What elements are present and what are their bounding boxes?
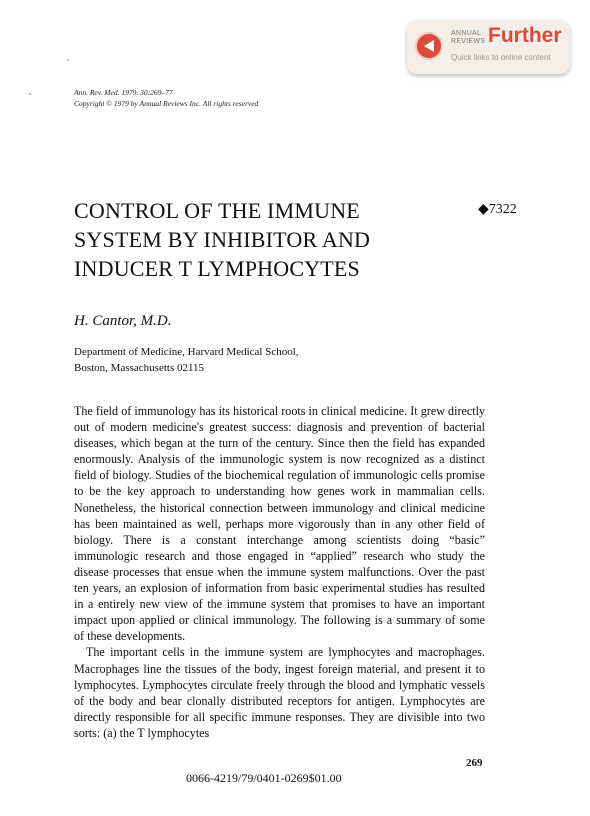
further-label: Further xyxy=(488,24,562,47)
body-paragraph: The important cells in the immune system are lymphocytes and macrophages. Macrophages line the tissues of the body, ingest foreign material, and present it to lymphocytes. Lymphocytes circulate freely through the blood and lymphatic vessels of the body and bear clonally distributed receptors for antigen. Lymphocytes are directly responsible for all specific immune responses. They are divisible into two sorts: (a) the T lymphocytes xyxy=(74,645,485,740)
author-name: H. Cantor, M.D. xyxy=(74,313,172,329)
copyright-line: Copyright © 1979 by Annual Reviews Inc. All rights reserved xyxy=(74,99,259,108)
title-line: SYSTEM BY INHIBITOR AND xyxy=(74,227,371,252)
footer-code: 0066-4219/79/0401-0269$01.00 xyxy=(186,771,342,785)
article-body xyxy=(74,403,485,741)
title-line: INDUCER T LYMPHOCYTES xyxy=(74,256,360,281)
body-paragraph: The field of immunology has its historical roots in clinical medicine. It grew directly out of modern medicine's greatest success: diagnosis and prevention of bacterial diseases, which began at the turn of the century. Since then the field has expanded enormously. Analysis of the immunologic system is now recognized as a distinct field of biology. Studies of the biochemical regulation of immunologic cells promise to be the key approach to understanding how genes work in mammalian cells. Nonetheless, the historical connection between immunology and clinical medicine has been maintained as well, perhaps more vigorously than in any other field of biology. There is a constant interchange among scientists doing “basic” immunologic research and those engaged in “applied” research who study the disease processes that ensue when the immune system malfunctions. Over the past ten years, an explosion of information from basic experimental studies has resulted in a entirely new view of the immune system that promises to have an important impact upon applied or clinical immunology. The following is a summary of some of these developments. xyxy=(74,404,485,644)
affiliation-line: Boston, Massachusetts 02115 xyxy=(74,362,205,374)
title-line: CONTROL OF THE IMMUNE xyxy=(74,198,360,223)
citation-line: Ann. Rev. Med. 1979. 30:269–77 xyxy=(74,88,173,97)
annual-label: ANNUAL xyxy=(451,30,482,37)
page-number: 269 xyxy=(466,757,483,769)
affiliation-line: Department of Medicine, Harvard Medical School, xyxy=(74,346,299,358)
annual-reviews-label xyxy=(451,30,485,46)
play-arrow-icon xyxy=(415,32,443,60)
article-code: ◆7322 xyxy=(478,202,517,217)
speck xyxy=(67,59,69,61)
speck xyxy=(29,93,31,95)
author-affiliation xyxy=(74,344,299,376)
article-title xyxy=(74,196,454,283)
reviews-label: REVIEWS xyxy=(451,38,486,45)
further-tagline: Quick links to online content xyxy=(451,53,551,62)
annual-reviews-further-badge[interactable] xyxy=(407,20,570,74)
journal-citation xyxy=(74,87,258,109)
